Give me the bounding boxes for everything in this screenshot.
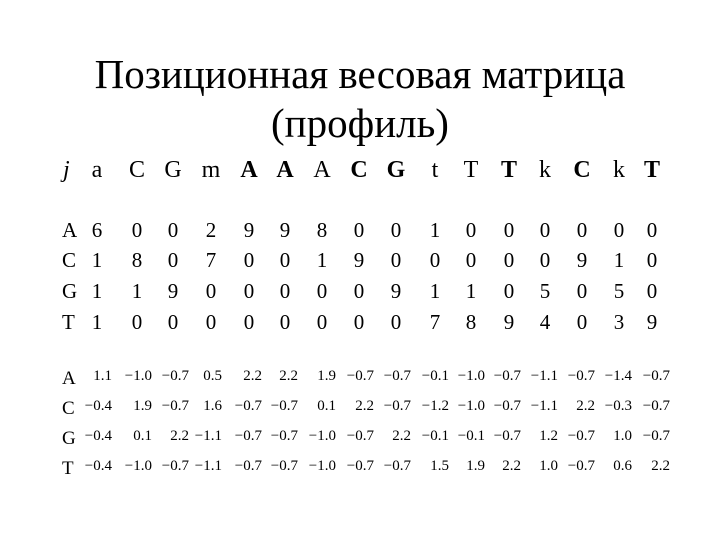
profile-cell: −0.7 xyxy=(642,398,670,414)
profile-cell: 2.2 xyxy=(576,398,595,414)
profile-cell: −0.7 xyxy=(346,458,374,474)
count-cell: 4 xyxy=(539,310,551,334)
profile-cell: −0.7 xyxy=(383,368,411,384)
consensus-symbol: G xyxy=(164,157,182,183)
count-cell: 1 xyxy=(429,279,441,303)
count-cell: 2 xyxy=(205,218,217,242)
count-cell: 0 xyxy=(279,310,291,334)
count-cell: 0 xyxy=(243,279,255,303)
profile-cell: 1.5 xyxy=(430,458,449,474)
profile-cell: −1.0 xyxy=(124,368,152,384)
count-cell: 0 xyxy=(503,248,515,272)
profile-cell: −1.1 xyxy=(194,458,222,474)
count-cell: 0 xyxy=(243,310,255,334)
count-cell: 0 xyxy=(243,248,255,272)
count-cell: 8 xyxy=(316,218,328,242)
consensus-symbol: G xyxy=(386,157,406,183)
profile-cell: −0.7 xyxy=(346,428,374,444)
count-cell: 0 xyxy=(353,279,365,303)
profile-cell: 0.6 xyxy=(613,458,632,474)
profile-cell: −0.7 xyxy=(234,398,262,414)
count-cell: 0 xyxy=(390,218,402,242)
consensus-symbol: A xyxy=(313,157,331,183)
profile-cell: −0.4 xyxy=(84,428,112,444)
profile-cell: 0.5 xyxy=(203,368,222,384)
slide-title xyxy=(0,50,720,148)
profile-cell: −0.7 xyxy=(567,458,595,474)
profile-cell: 1.9 xyxy=(133,398,152,414)
count-cell: 0 xyxy=(279,248,291,272)
profile-cell: −0.7 xyxy=(270,428,298,444)
profile-cell: −1.0 xyxy=(308,428,336,444)
count-cell: 9 xyxy=(503,310,515,334)
profile-cell: −0.7 xyxy=(161,368,189,384)
count-cell: 1 xyxy=(316,248,328,272)
row-label: C xyxy=(62,398,75,419)
profile-cell: 2.2 xyxy=(392,428,411,444)
count-cell: 0 xyxy=(576,279,588,303)
row-label: G xyxy=(62,428,76,449)
count-cell: 0 xyxy=(646,218,658,242)
count-cell: 0 xyxy=(167,248,179,272)
count-cell: 0 xyxy=(576,310,588,334)
consensus-symbol: C xyxy=(573,157,591,183)
profile-cell: −0.7 xyxy=(493,368,521,384)
count-cell: 0 xyxy=(646,279,658,303)
profile-cell: −1.2 xyxy=(421,398,449,414)
count-cell: 0 xyxy=(353,310,365,334)
count-cell: 0 xyxy=(167,218,179,242)
profile-cell: 1.2 xyxy=(539,428,558,444)
count-cell: 0 xyxy=(613,218,625,242)
consensus-symbol: A xyxy=(276,157,294,183)
profile-cell: −0.1 xyxy=(421,368,449,384)
count-cell: 0 xyxy=(353,218,365,242)
title-line-2: (профиль) xyxy=(271,100,449,146)
profile-cell: −0.4 xyxy=(84,398,112,414)
profile-cell: 2.2 xyxy=(651,458,670,474)
count-cell: 0 xyxy=(503,218,515,242)
count-cell: 0 xyxy=(167,310,179,334)
profile-cell: −0.7 xyxy=(567,428,595,444)
profile-cell: 2.2 xyxy=(243,368,262,384)
consensus-symbol: T xyxy=(463,157,479,183)
profile-cell: 2.2 xyxy=(170,428,189,444)
profile-cell: 1.0 xyxy=(613,428,632,444)
profile-cell: −0.7 xyxy=(346,368,374,384)
row-label: G xyxy=(62,279,78,303)
count-cell: 0 xyxy=(503,279,515,303)
profile-cell: −1.4 xyxy=(604,368,632,384)
count-cell: 0 xyxy=(316,310,328,334)
count-cell: 8 xyxy=(465,310,477,334)
profile-cell: 1.9 xyxy=(466,458,485,474)
count-cell: 9 xyxy=(279,218,291,242)
count-cell: 0 xyxy=(465,218,477,242)
consensus-symbol: T xyxy=(500,157,517,183)
profile-cell: −1.1 xyxy=(530,398,558,414)
header-row xyxy=(0,157,720,187)
profile-row-c xyxy=(0,398,720,428)
consensus-symbol: A xyxy=(240,157,258,183)
profile-cell: −0.7 xyxy=(642,368,670,384)
count-cell: 0 xyxy=(205,279,217,303)
profile-cell: −0.1 xyxy=(457,428,485,444)
consensus-symbol: a xyxy=(91,157,103,183)
position-index-label: j xyxy=(63,157,70,183)
profile-row-a xyxy=(0,368,720,398)
count-cell: 0 xyxy=(646,248,658,272)
profile-cell: −0.7 xyxy=(383,458,411,474)
profile-cell: −1.0 xyxy=(124,458,152,474)
count-row-c xyxy=(0,248,720,278)
count-cell: 0 xyxy=(205,310,217,334)
profile-cell: −0.7 xyxy=(270,458,298,474)
profile-row-g xyxy=(0,428,720,458)
profile-cell: −1.0 xyxy=(308,458,336,474)
count-cell: 1 xyxy=(91,310,103,334)
profile-cell: −1.0 xyxy=(457,368,485,384)
count-cell: 7 xyxy=(205,248,217,272)
count-cell: 1 xyxy=(429,218,441,242)
count-cell: 5 xyxy=(539,279,551,303)
count-cell: 0 xyxy=(390,248,402,272)
profile-cell: −0.7 xyxy=(493,398,521,414)
count-cell: 7 xyxy=(429,310,441,334)
count-cell: 9 xyxy=(243,218,255,242)
count-row-t xyxy=(0,310,720,340)
count-cell: 0 xyxy=(429,248,441,272)
count-cell: 9 xyxy=(353,248,365,272)
count-cell: 0 xyxy=(539,218,551,242)
count-row-a xyxy=(0,218,720,248)
count-cell: 1 xyxy=(465,279,477,303)
profile-cell: −0.7 xyxy=(234,428,262,444)
count-cell: 0 xyxy=(316,279,328,303)
profile-cell: −1.1 xyxy=(530,368,558,384)
profile-cell: 0.1 xyxy=(133,428,152,444)
profile-cell: −0.1 xyxy=(421,428,449,444)
profile-cell: 1.6 xyxy=(203,398,222,414)
profile-cell: −0.7 xyxy=(161,398,189,414)
profile-cell: −0.7 xyxy=(383,398,411,414)
consensus-symbol: C xyxy=(350,157,368,183)
count-cell: 0 xyxy=(539,248,551,272)
count-cell: 0 xyxy=(390,310,402,334)
profile-cell: −1.1 xyxy=(194,428,222,444)
count-cell: 8 xyxy=(131,248,143,272)
profile-cell: −0.7 xyxy=(161,458,189,474)
title-line-1: Позиционная весовая матрица xyxy=(94,51,626,97)
profile-cell: −0.3 xyxy=(604,398,632,414)
count-cell: 0 xyxy=(465,248,477,272)
profile-cell: −0.7 xyxy=(234,458,262,474)
count-cell: 1 xyxy=(613,248,625,272)
profile-cell: 2.2 xyxy=(279,368,298,384)
consensus-symbol: C xyxy=(128,157,145,183)
count-cell: 1 xyxy=(131,279,143,303)
count-cell: 0 xyxy=(279,279,291,303)
count-cell: 0 xyxy=(576,218,588,242)
count-cell: 9 xyxy=(167,279,179,303)
count-cell: 6 xyxy=(91,218,103,242)
profile-cell: 1.0 xyxy=(539,458,558,474)
consensus-symbol: T xyxy=(643,157,660,183)
consensus-symbol: t xyxy=(431,157,439,183)
consensus-symbol: k xyxy=(539,157,551,183)
count-cell: 3 xyxy=(613,310,625,334)
row-label: A xyxy=(62,218,78,242)
consensus-symbol: m xyxy=(201,157,221,183)
profile-cell: −0.7 xyxy=(642,428,670,444)
row-label: A xyxy=(62,368,76,389)
count-cell: 0 xyxy=(131,218,143,242)
profile-cell: −0.7 xyxy=(270,398,298,414)
count-cell: 1 xyxy=(91,248,103,272)
row-label: T xyxy=(62,310,75,334)
profile-cell: 1.9 xyxy=(317,368,336,384)
profile-cell: −0.7 xyxy=(493,428,521,444)
profile-cell: 2.2 xyxy=(355,398,374,414)
profile-cell: −0.7 xyxy=(567,368,595,384)
profile-row-t xyxy=(0,458,720,488)
profile-cell: 2.2 xyxy=(502,458,521,474)
profile-cell: −0.4 xyxy=(84,458,112,474)
profile-cell: −1.0 xyxy=(457,398,485,414)
profile-cell: 0.1 xyxy=(317,398,336,414)
row-label: C xyxy=(62,248,77,272)
count-cell: 1 xyxy=(91,279,103,303)
count-row-g xyxy=(0,279,720,309)
count-cell: 9 xyxy=(646,310,658,334)
consensus-symbol: k xyxy=(613,157,625,183)
count-cell: 0 xyxy=(131,310,143,334)
profile-cell: 1.1 xyxy=(93,368,112,384)
count-cell: 9 xyxy=(576,248,588,272)
count-cell: 5 xyxy=(613,279,625,303)
count-cell: 9 xyxy=(390,279,402,303)
row-label: T xyxy=(62,458,74,479)
